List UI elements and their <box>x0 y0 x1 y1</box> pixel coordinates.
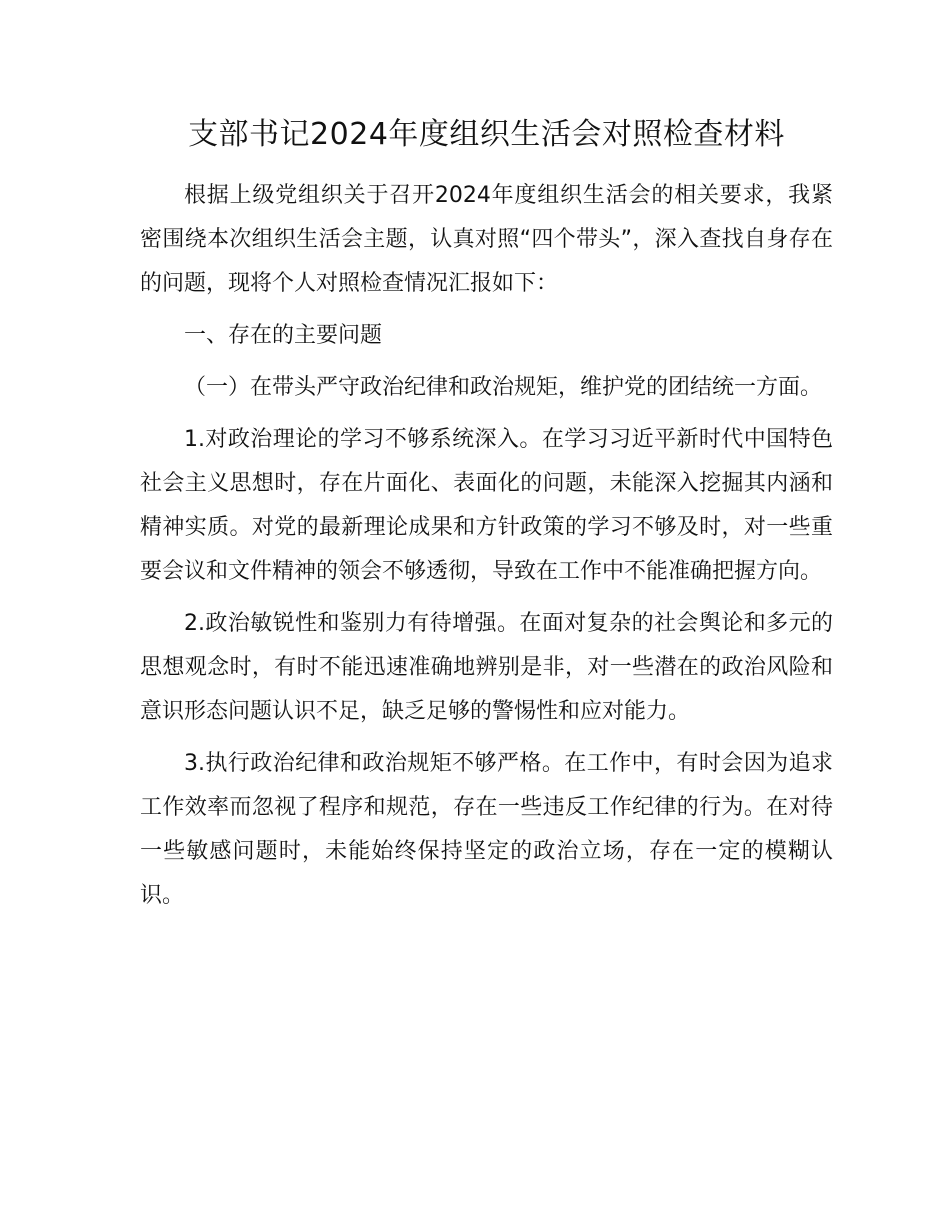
intro-paragraph: 根据上级党组织关于召开2024年度组织生活会的相关要求，我紧密围绕本次组织生活会主题，认真对照“四个带头”，深入查找自身存在的问题，现将个人对照检查情况汇报如下： <box>140 183 833 296</box>
document-title: 支部书记2024年度组织生活会对照检查材料 <box>188 117 785 152</box>
problem-item-1: 1.对政治理论的学习不够系统深入。在学习习近平新时代中国特色社会主义思想时，存在片面化、表面化的问题，未能深入挖掘其内涵和精神实质。对党的最新理论成果和方针政策的学习不够及时，对一些重要会议和文件精神的领会不够透彻，导致在工作中不能准确把握方向。 <box>140 427 833 584</box>
problem-item-3: 3.执行政治纪律和政治规矩不够严格。在工作中，有时会因为追求工作效率而忽视了程序和规范，存在一些违反工作纪律的行为。在对待一些敏感问题时，未能始终保持坚定的政治立场，存在一定的模糊认识。 <box>140 751 833 908</box>
problem-item-2: 2.政治敏锐性和鉴别力有待增强。在面对复杂的社会舆论和多元的思想观念时，有时不能迅速准确地辨别是非，对一些潜在的政治风险和意识形态问题认识不足，缺乏足够的警惕性和应对能力。 <box>140 611 833 724</box>
section-heading-main-problems: 一、存在的主要问题 <box>184 323 383 348</box>
document-page <box>140 112 833 926</box>
subsection-heading-political-discipline: （一）在带头严守政治纪律和政治规矩，维护党的团结统一方面。 <box>184 375 823 400</box>
